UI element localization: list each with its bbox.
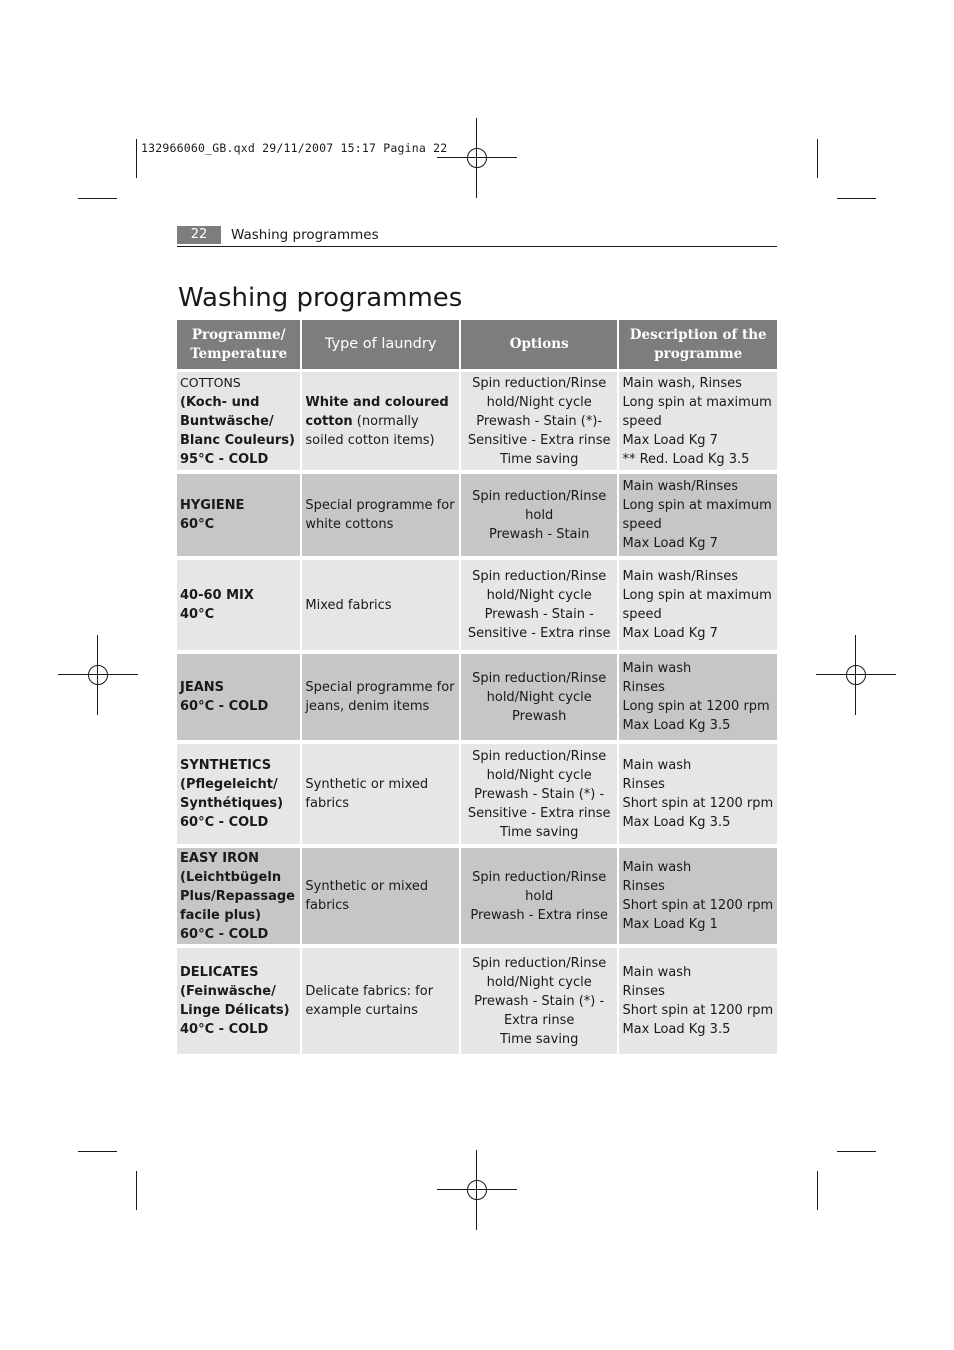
registration-mark-icon bbox=[58, 635, 138, 715]
crop-mark bbox=[837, 1151, 876, 1152]
running-title: Washing programmes bbox=[231, 227, 379, 243]
programme-cell bbox=[177, 372, 300, 474]
description-cell: Main wash/Rinses Long spin at maximum speed Max Load Kg 7 bbox=[619, 474, 777, 560]
options-cell: Spin reduction/Rinse hold Prewash - Stain bbox=[461, 474, 618, 560]
table-row bbox=[177, 948, 777, 1058]
crop-mark bbox=[837, 198, 876, 199]
crop-mark bbox=[817, 1171, 818, 1210]
registration-mark-icon bbox=[437, 1150, 517, 1230]
table-row bbox=[177, 474, 777, 560]
page-number-badge: 22 bbox=[177, 226, 221, 244]
crop-mark bbox=[78, 1151, 117, 1152]
column-header-options: Options bbox=[461, 318, 618, 372]
crop-mark bbox=[136, 1171, 137, 1210]
description-cell: Main wash Rinses Short spin at 1200 rpm Max Load Kg 3.5 bbox=[619, 744, 777, 848]
laundry-cell bbox=[302, 372, 459, 474]
laundry-text: (normally soiled cotton items) bbox=[305, 413, 435, 448]
programme-cell: JEANS 60°C - COLD bbox=[177, 654, 300, 744]
registration-mark-icon bbox=[437, 118, 517, 198]
description-cell: Main wash Rinses Short spin at 1200 rpm Max Load Kg 1 bbox=[619, 848, 777, 948]
laundry-cell: Special programme for white cottons bbox=[302, 474, 459, 560]
crop-mark bbox=[78, 198, 117, 199]
crop-mark bbox=[817, 139, 818, 178]
options-cell: Spin reduction/Rinse hold/Night cycle Prewash - Stain (*) - Extra rinse Time saving bbox=[461, 948, 618, 1058]
options-cell: Spin reduction/Rinse hold/Night cycle Prewash - Stain (*)- Sensitive - Extra rinse Time saving bbox=[461, 372, 618, 474]
column-header-programme: Programme/ Temperature bbox=[177, 318, 300, 372]
header-rule bbox=[177, 246, 777, 247]
file-slug: 132966060_GB.qxd 29/11/2007 15:17 Pagina 22 bbox=[141, 141, 448, 155]
description-cell: Main wash/Rinses Long spin at maximum speed Max Load Kg 7 bbox=[619, 560, 777, 654]
options-cell: Spin reduction/Rinse hold Prewash - Extra rinse bbox=[461, 848, 618, 948]
programme-details: (Koch- und Buntwäsche/ Blanc Couleurs) 95°C - COLD bbox=[180, 395, 295, 467]
column-header-description: Description of the programme bbox=[619, 318, 777, 372]
description-cell: Main wash Rinses Short spin at 1200 rpm Max Load Kg 3.5 bbox=[619, 948, 777, 1058]
column-header-laundry: Type of laundry bbox=[302, 318, 459, 372]
table-row bbox=[177, 744, 777, 848]
laundry-cell: Synthetic or mixed fabrics bbox=[302, 744, 459, 848]
programme-cell: HYGIENE 60°C bbox=[177, 474, 300, 560]
table-row bbox=[177, 560, 777, 654]
table-row bbox=[177, 654, 777, 744]
table-row bbox=[177, 848, 777, 948]
programmes-table bbox=[175, 318, 779, 1058]
laundry-bold: White and coloured cotton bbox=[305, 394, 449, 429]
programme-cell: SYNTHETICS (Pflegeleicht/ Synthétiques) 60°C - COLD bbox=[177, 744, 300, 848]
laundry-cell: Mixed fabrics bbox=[302, 560, 459, 654]
options-cell: Spin reduction/Rinse hold/Night cycle Prewash - Stain - Sensitive - Extra rinse bbox=[461, 560, 618, 654]
laundry-cell: Delicate fabrics: for example curtains bbox=[302, 948, 459, 1058]
programme-cell: DELICATES (Feinwäsche/ Linge Délicats) 40°C - COLD bbox=[177, 948, 300, 1058]
options-cell: Spin reduction/Rinse hold/Night cycle Prewash - Stain (*) - Sensitive - Extra rinse Time saving bbox=[461, 744, 618, 848]
registration-mark-icon bbox=[816, 635, 896, 715]
crop-mark bbox=[136, 139, 137, 178]
options-cell: Spin reduction/Rinse hold/Night cycle Prewash bbox=[461, 654, 618, 744]
laundry-cell: Special programme for jeans, denim items bbox=[302, 654, 459, 744]
programme-name: COTTONS bbox=[180, 375, 241, 390]
programme-cell: EASY IRON (Leichtbügeln Plus/Repassage facile plus) 60°C - COLD bbox=[177, 848, 300, 948]
table-row bbox=[177, 372, 777, 474]
description-cell: Main wash, Rinses Long spin at maximum speed Max Load Kg 7 ** Red. Load Kg 3.5 bbox=[619, 372, 777, 474]
description-cell: Main wash Rinses Long spin at 1200 rpm Max Load Kg 3.5 bbox=[619, 654, 777, 744]
programme-cell: 40-60 MIX 40°C bbox=[177, 560, 300, 654]
page-title: Washing programmes bbox=[178, 283, 463, 313]
table-header-row bbox=[177, 318, 777, 372]
laundry-cell: Synthetic or mixed fabrics bbox=[302, 848, 459, 948]
